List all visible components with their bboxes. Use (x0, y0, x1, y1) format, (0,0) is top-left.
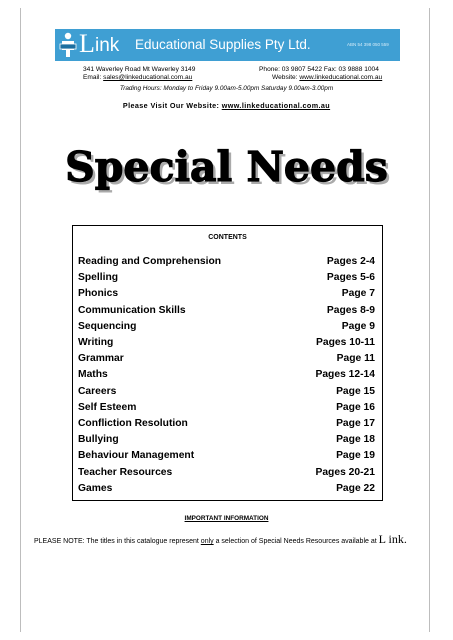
website-line (272, 74, 382, 82)
contents-row (78, 270, 375, 286)
contents-item-pages: Pages 20-21 (315, 466, 375, 478)
contents-item-pages: Pages 5-6 (326, 272, 375, 284)
contents-item-pages: Page 11 (336, 353, 375, 365)
note-text-1: PLEASE NOTE: The titles in this catalogue represent (34, 538, 201, 545)
contents-item-label: Reading and Comprehension (78, 256, 222, 267)
contents-item-label: Spelling (78, 272, 119, 284)
contents-item-label: Self Esteem (78, 401, 137, 413)
contents-item-pages: Page 19 (336, 450, 375, 462)
visit-website (0, 101, 453, 110)
contents-box (72, 225, 383, 501)
contents-item-pages: Pages 10-11 (316, 337, 375, 348)
contents-item-pages: Page 9 (341, 320, 375, 332)
contents-row (78, 400, 375, 416)
contents-item-pages: Page 16 (336, 401, 375, 413)
contents-heading: CONTENTS (208, 234, 247, 241)
contents-item-label: Careers (78, 385, 117, 397)
website-label: Website: (272, 74, 300, 81)
contents-item-label: Grammar (78, 353, 124, 365)
website-link[interactable]: www.linkeducational.com.au (299, 74, 383, 81)
contents-item-pages: Pages 8-9 (326, 304, 375, 316)
abn-number: ABN 54 398 050 559 (347, 42, 389, 47)
contents-item-label: Writing (78, 337, 114, 348)
contents-row (78, 481, 375, 497)
contents-item-pages: Pages 2-4 (326, 256, 375, 267)
contents-row (78, 254, 375, 270)
phone-fax: Phone: 03 9807 5422 Fax: 03 9888 1004 (259, 66, 379, 73)
email-label: Email: (83, 74, 104, 81)
contents-item-label: Bullying (78, 434, 119, 446)
contents-item-label: Confliction Resolution (78, 418, 188, 429)
note-emphasis: only (200, 538, 214, 545)
contents-item-pages: Page 17 (336, 418, 375, 429)
logo-text: ink (95, 35, 120, 56)
contents-item-label: Sequencing (78, 320, 137, 332)
important-note (34, 532, 414, 549)
visit-label: Please Visit Our Website: (122, 101, 222, 110)
trading-hours: Trading Hours: Monday to Friday 9.00am-5.00pm Saturday 9.00am-3.00pm (119, 85, 334, 92)
contents-row (78, 351, 375, 367)
contents-item-pages: Page 18 (336, 434, 375, 446)
logo-letter: L (79, 29, 95, 58)
contents-row (78, 448, 375, 464)
note-brand: L ink. (378, 532, 407, 546)
important-heading: IMPORTANT INFORMATION (184, 515, 269, 522)
company-banner (55, 29, 400, 61)
contents-item-pages: Page 22 (336, 482, 375, 494)
address: 341 Waverley Road Mt Waverley 3149 (83, 66, 196, 73)
visit-website-link[interactable]: www.linkeducational.com.au (221, 101, 331, 110)
contents-row (78, 303, 375, 319)
contents-item-pages: Page 15 (336, 385, 375, 397)
contents-row (78, 465, 375, 481)
email-line (83, 74, 192, 82)
contents-item-label: Communication Skills (78, 304, 186, 316)
page-title: Special Needs (65, 143, 388, 191)
company-name: Educational Supplies Pty Ltd. (135, 37, 311, 52)
contents-row (78, 367, 375, 383)
contents-item-label: Behaviour Management (78, 450, 195, 462)
contents-row (78, 286, 375, 302)
contents-item-label: Phonics (78, 288, 119, 300)
contents-row (78, 416, 375, 432)
contents-item-label: Games (78, 482, 113, 494)
contents-row (78, 384, 375, 400)
child-reading-logo-icon (59, 32, 77, 58)
contents-item-label: Teacher Resources (78, 466, 173, 478)
contents-row (78, 319, 375, 335)
note-text-2: a selection of Special Needs Resources available at (213, 538, 379, 545)
contents-row (78, 432, 375, 448)
email-link[interactable]: sales@linkeducational.com.au (103, 74, 193, 81)
contents-item-pages: Pages 12-14 (315, 369, 375, 381)
contents-item-label: Maths (78, 369, 108, 381)
contents-item-pages: Page 7 (341, 288, 375, 300)
contents-row (78, 335, 375, 351)
